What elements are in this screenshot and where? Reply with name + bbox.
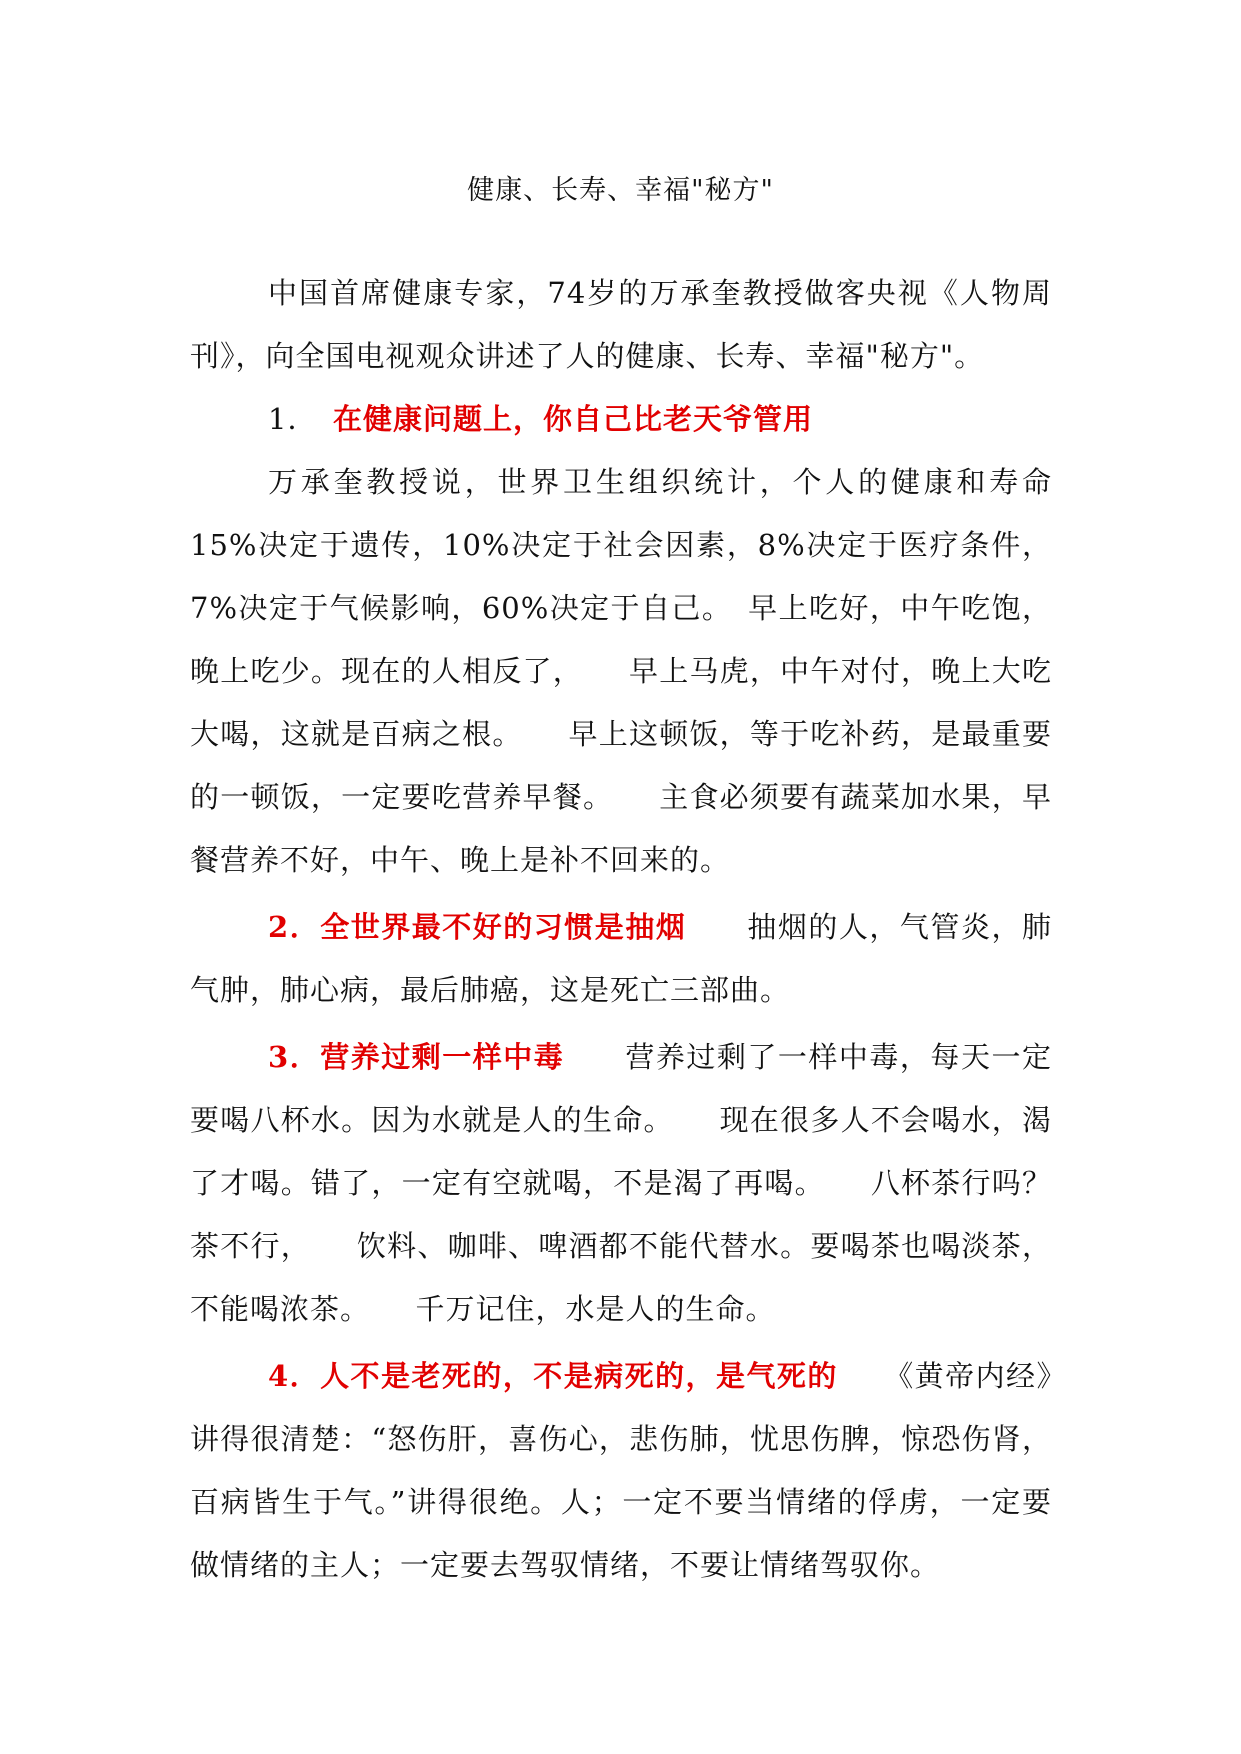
section-2-paragraph [190, 896, 1052, 1022]
document-title: 健康、长寿、幸福"秘方" [467, 175, 774, 206]
section-1-heading [190, 388, 1052, 451]
section-3-body: 营养过剩了一样中毒，每天一定要喝八杯水。因为水就是人的生命。 现在很多人不会喝水，渴了才喝。错了，一定有空就喝，不是渴了再喝。 八杯茶行吗？茶不行， 饮料、咖啡、啤酒都不能代替水。要喝茶也喝淡茶，不能喝浓茶。 千万记住，水是人的生命。 [190, 1040, 1052, 1326]
section-4-title: 人不是老死的，不是病死的，是气死的 [320, 1359, 838, 1393]
section-2-number: 2． [268, 910, 321, 944]
section-4-paragraph [190, 1345, 1052, 1597]
section-4-number: 4． [268, 1359, 321, 1393]
section-2-title: 全世界最不好的习惯是抽烟 [320, 910, 687, 944]
section-4-body: 《黄帝内经》讲得很清楚：“怒伤肝，喜伤心，悲伤肺，忧思伤脾，惊恐伤肾，百病皆生于气。”讲得很绝。人；一定不要当情绪的俘虏，一定要做情绪的主人；一定要去驾驭情绪，不要让情绪驾驭你。 [190, 1359, 1052, 1582]
document-body [190, 262, 1052, 1597]
section-2-body: 抽烟的人，气管炎，肺气肿，肺心病，最后肺癌，这是死亡三部曲。 [190, 910, 1052, 1007]
section-1-title: 在健康问题上，你自己比老天爷管用 [332, 402, 813, 436]
intro-paragraph: 中国首席健康专家，74岁的万承奎教授做客央视《人物周刊》，向全国电视观众讲述了人的健康、长寿、幸福"秘方"。 [190, 276, 1052, 373]
section-3-number: 3． [268, 1040, 321, 1074]
section-3-paragraph [190, 1026, 1052, 1341]
section-1-body: 万承奎教授说，世界卫生组织统计，个人的健康和寿命15%决定于遗传，10%决定于社会因素，8%决定于医疗条件，7%决定于气候影响，60%决定于自己。 早上吃好，中午吃饱，晚上吃少。现在的人相反了， 早上马虎，中午对付，晚上大吃大喝，这就是百病之根。 早上这顿饭，等于吃补药，是最重要的一顿饭，一定要吃营养早餐。 主食必须要有蔬菜加水果，早餐营养不好，中午、晚上是补不回来的。 [190, 465, 1052, 877]
section-3-title: 营养过剩一样中毒 [320, 1040, 565, 1074]
section-1-number: 1． [268, 402, 303, 436]
